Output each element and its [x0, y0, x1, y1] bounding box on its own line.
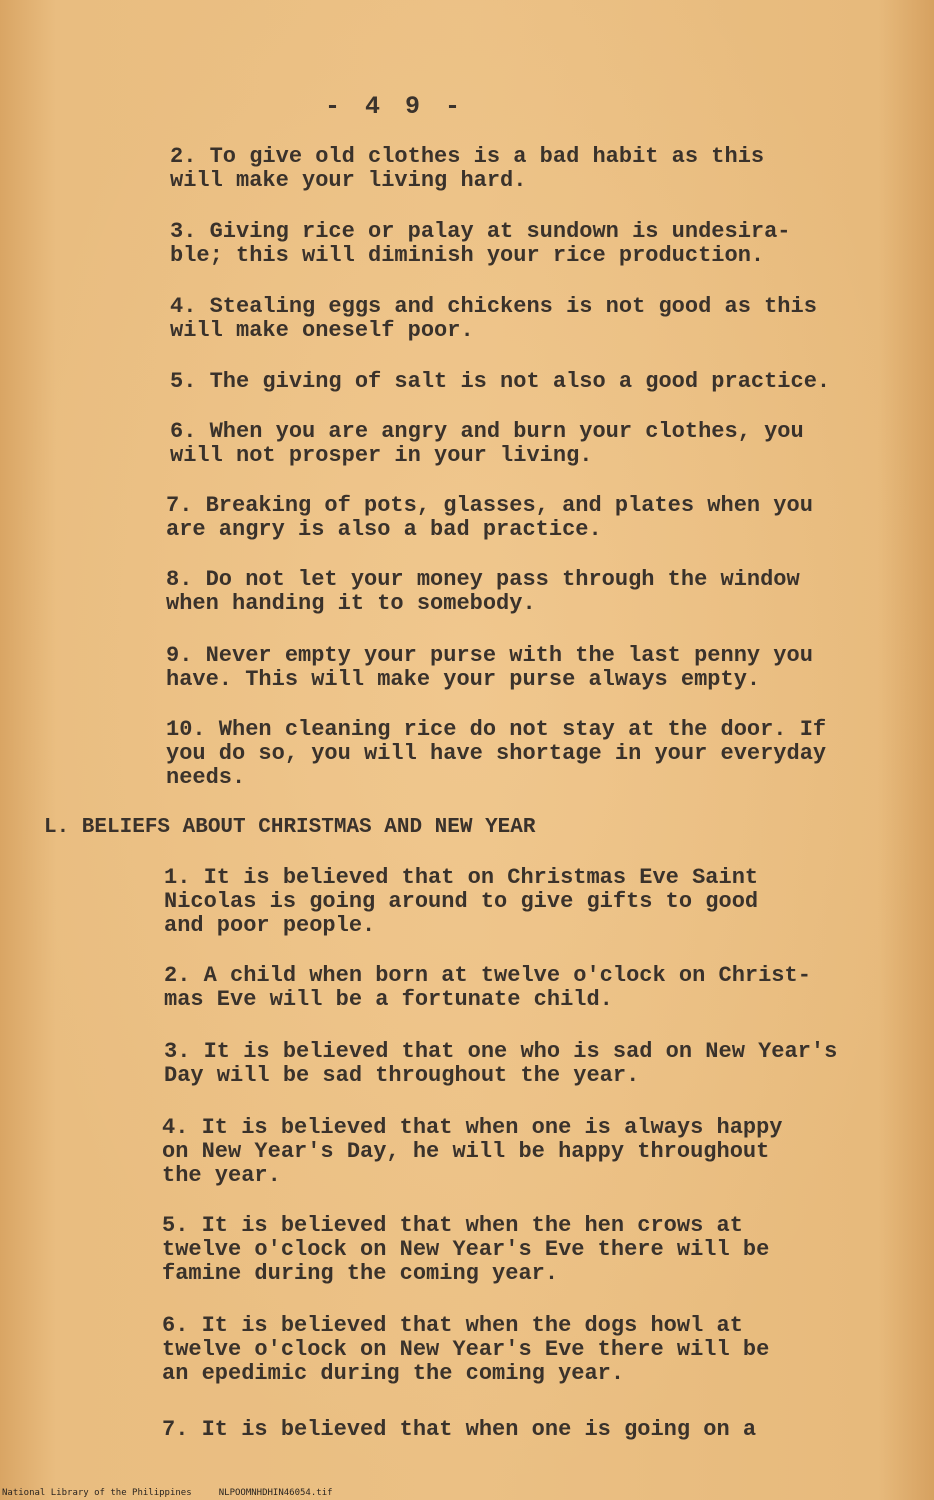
archive-footer: National Library of the Philippines NLPOOMNHDHIN46054.tif: [2, 1488, 333, 1498]
belief-item-3: 3. Giving rice or palay at sundown is undesira- ble; this will diminish your rice production.: [170, 219, 791, 268]
christmas-belief-3: 3. It is believed that one who is sad on New Year's Day will be sad throughout the year.: [164, 1039, 838, 1088]
belief-item-7: 7. Breaking of pots, glasses, and plates when you are angry is also a bad practice.: [166, 493, 813, 542]
belief-item-2: 2. To give old clothes is a bad habit as this will make your living hard.: [170, 144, 765, 193]
christmas-belief-5: 5. It is believed that when the hen crows at twelve o'clock on New Year's Eve there will be famine during the coming year.: [162, 1213, 770, 1286]
belief-item-6: 6. When you are angry and burn your clothes, you will not prosper in your living.: [170, 419, 804, 468]
belief-item-10: 10. When cleaning rice do not stay at the door. If you do so, you will have shortage in your everyday needs.: [166, 717, 827, 790]
christmas-belief-7: 7. It is believed that when one is going on a: [162, 1417, 757, 1442]
section-heading: L. BELIEFS ABOUT CHRISTMAS AND NEW YEAR: [44, 816, 536, 839]
christmas-belief-2: 2. A child when born at twelve o'clock on Christ- mas Eve will be a fortunate child.: [164, 963, 811, 1012]
belief-item-4: 4. Stealing eggs and chickens is not good as this will make oneself poor.: [170, 294, 817, 343]
belief-item-5: 5. The giving of salt is not also a good practice.: [170, 369, 831, 394]
christmas-belief-6: 6. It is believed that when the dogs howl at twelve o'clock on New Year's Eve there will be an epedimic during the coming year.: [162, 1313, 770, 1386]
christmas-belief-1: 1. It is believed that on Christmas Eve Saint Nicolas is going around to give gifts to good and poor people.: [164, 865, 759, 938]
belief-item-8: 8. Do not let your money pass through the window when handing it to somebody.: [166, 567, 800, 616]
christmas-belief-4: 4. It is believed that when one is always happy on New Year's Day, he will be happy throughout the year.: [162, 1115, 783, 1188]
page-number: - 4 9 -: [324, 92, 466, 121]
belief-item-9: 9. Never empty your purse with the last penny you have. This will make your purse always empty.: [166, 643, 813, 692]
